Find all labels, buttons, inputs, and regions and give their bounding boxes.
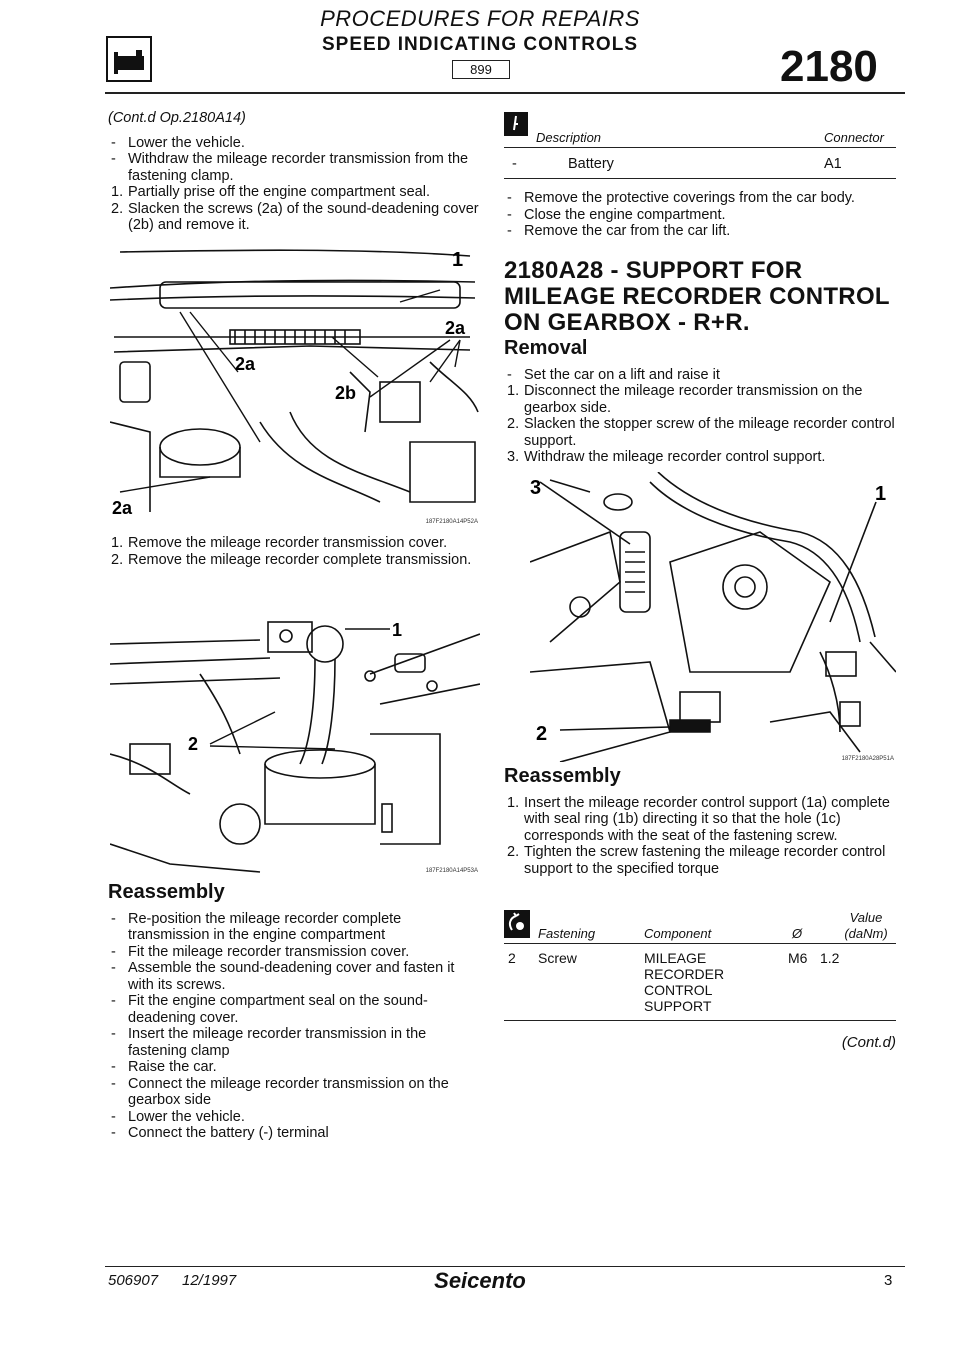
table2-rule-top	[504, 943, 896, 944]
item-mark: 1.	[507, 383, 520, 399]
item-text: Slacken the stopper screw of the mileage recorder control support.	[524, 416, 895, 449]
left-reassembly-heading: Reassembly	[108, 881, 225, 903]
table-torque	[504, 910, 896, 1022]
item-mark: 3.	[507, 449, 520, 465]
item-mark: -	[111, 1108, 116, 1125]
item-text: Close the engine compartment.	[524, 206, 726, 223]
right-steps-a	[504, 190, 896, 240]
table2-cell-component: MILEAGE RECORDER CONTROL SUPPORT	[644, 950, 725, 1014]
list-item	[108, 552, 480, 569]
list-item	[108, 1109, 480, 1126]
list-item	[108, 1125, 480, 1142]
item-text: Connect the mileage recorder transmission on the gearbox side	[128, 1075, 449, 1108]
gearbox-support-drawing	[530, 472, 896, 762]
item-text: Lower the vehicle.	[128, 1108, 245, 1125]
left-reassembly	[108, 881, 480, 1142]
figure1-label-2a: 2a	[235, 354, 256, 374]
table2-header-value: Value (daNm)	[844, 910, 888, 941]
item-mark: 1.	[507, 794, 520, 811]
list-item	[108, 993, 480, 1026]
item-text: Withdraw the mileage recorder transmission from the fastening clamp.	[128, 151, 469, 184]
list-item	[108, 1059, 480, 1076]
item-text: Connect the battery (-) terminal	[128, 1125, 329, 1141]
item-text: Set the car on a lift and raise it	[524, 366, 720, 383]
left-steps-a	[108, 135, 480, 234]
list-item	[108, 1026, 480, 1059]
right-reassembly	[504, 765, 896, 877]
item-mark: -	[507, 206, 512, 223]
item-text: Remove the protective coverings from the car body.	[524, 190, 855, 206]
table1-header-connector: Connector	[824, 130, 884, 145]
table2-rule-bottom	[504, 1020, 896, 1021]
figure2-label-1: 1	[392, 620, 403, 640]
item-mark: -	[111, 1125, 116, 1141]
left-column	[108, 110, 480, 234]
item-text: Fit the mileage recorder transmission cover.	[128, 943, 410, 960]
item-mark: 1.	[111, 535, 124, 551]
list-item	[504, 383, 896, 416]
item-text: Remove the mileage recorder transmission cover.	[128, 535, 448, 551]
figure1-label-2b: 2b	[335, 383, 357, 403]
item-text: Remove the car from the car lift.	[524, 223, 731, 239]
table-connector	[504, 112, 896, 182]
transmission-drawing	[110, 614, 480, 876]
item-text: Partially prise off the engine compartment seal.	[128, 184, 430, 200]
list-item	[504, 449, 896, 466]
list-item	[504, 844, 896, 877]
item-mark: -	[507, 190, 512, 206]
tool-icon	[504, 112, 528, 136]
table2-header-component: Component	[644, 926, 712, 941]
list-item	[504, 795, 896, 845]
item-mark: -	[111, 960, 116, 976]
removal-heading: Removal	[504, 337, 588, 359]
item-text: Withdraw the mileage recorder control support.	[524, 449, 826, 465]
figure1-label-2a-left: 2a	[112, 498, 133, 518]
table2-cell-dia: M6	[788, 950, 808, 966]
item-mark: -	[111, 1075, 116, 1092]
figure1-label-2a-right: 2a	[445, 318, 466, 338]
torque-wrench-icon	[504, 910, 530, 938]
table2-header-fastening: Fastening	[538, 926, 596, 941]
section-title: 2180A28 - SUPPORT FOR MILEAGE RECORDER CONTROL ON GEARBOX - R+R.	[504, 257, 890, 336]
item-mark: -	[507, 223, 512, 239]
list-item	[504, 190, 896, 207]
engine-cover-drawing	[110, 242, 480, 527]
item-text: Raise the car.	[128, 1059, 217, 1075]
table1-row-mark: -	[512, 156, 517, 172]
item-mark: 2.	[111, 200, 124, 217]
list-item	[504, 367, 896, 384]
item-text: Remove the mileage recorder complete transmission.	[128, 551, 472, 568]
table1-header-description: Description	[536, 130, 602, 145]
figure-engine-cover	[110, 242, 480, 527]
list-item	[108, 201, 480, 234]
item-text: Disconnect the mileage recorder transmission on the gearbox side.	[524, 383, 863, 416]
footer-date: 12/1997	[182, 1272, 237, 1289]
item-mark: -	[111, 993, 116, 1009]
list-item	[108, 135, 480, 152]
list-item	[108, 1076, 480, 1109]
right-cont-label: (Cont.d)	[841, 1034, 896, 1051]
table2-cell-fastening: Screw	[538, 950, 577, 966]
item-mark: -	[111, 943, 116, 960]
list-item	[504, 207, 896, 224]
header-page-box: 899	[452, 60, 510, 79]
footer-doc-no: 506907	[108, 1272, 159, 1289]
table1-cell-description: Battery	[568, 156, 614, 172]
table1-rule-top	[504, 147, 896, 148]
table1-cell-connector: A1	[824, 156, 842, 172]
figure3-label-3: 3	[530, 477, 542, 499]
item-mark: 2.	[111, 551, 124, 568]
figure3-label-2: 2	[536, 723, 548, 745]
item-mark: -	[111, 1059, 116, 1075]
header-rule	[105, 92, 905, 94]
item-text: Insert the mileage recorder control support (1a) complete with seal ring (1b) directing it so that the hole (1c) corresponds with the seat of the fastening screw.	[524, 794, 890, 844]
list-item	[108, 944, 480, 961]
item-mark: -	[111, 151, 116, 167]
header-title: PROCEDURES FOR REPAIRS	[320, 6, 640, 31]
figure2-caption: 187F2180A14P53A	[425, 868, 478, 874]
footer-page-number: 3	[884, 1272, 893, 1289]
item-text: Fit the engine compartment seal on the sound-deadening cover.	[128, 993, 428, 1026]
list-item	[108, 184, 480, 201]
item-text: Lower the vehicle.	[128, 134, 245, 151]
item-text: Assemble the sound-deadening cover and fasten it with its screws.	[128, 960, 455, 993]
figure3-label-1: 1	[875, 483, 887, 505]
item-mark: -	[111, 134, 116, 151]
figure1-label-1: 1	[452, 249, 464, 271]
header-code: 2180	[780, 42, 878, 91]
item-mark: 2.	[507, 416, 520, 432]
right-reassembly-heading: Reassembly	[504, 765, 621, 787]
list-item	[108, 911, 480, 944]
item-mark: -	[507, 366, 512, 383]
list-item	[108, 960, 480, 993]
figure2-label-2: 2	[188, 734, 199, 754]
table2-cell-num: 2	[508, 950, 516, 966]
table2-cell-value: 1.2	[820, 950, 840, 966]
list-item	[504, 416, 896, 449]
item-text: Re-position the mileage recorder complete transmission in the engine compartment	[128, 910, 402, 943]
list-item	[504, 223, 896, 240]
item-text: Tighten the screw fastening the mileage recorder control support to the specified torque	[524, 844, 886, 877]
item-mark: -	[111, 910, 116, 927]
footer-brand-logo: Seicento	[434, 1268, 526, 1293]
list-item	[108, 535, 480, 552]
figure-gearbox-support	[530, 472, 896, 762]
footer-rule	[105, 1266, 905, 1267]
table1-rule-bottom	[504, 178, 896, 179]
item-mark: 2.	[507, 844, 520, 860]
list-item	[108, 151, 480, 184]
figure1-caption: 187F2180A14P52A	[425, 519, 478, 525]
item-mark: -	[111, 1026, 116, 1042]
item-mark: 1.	[111, 184, 124, 200]
figure-transmission	[110, 614, 480, 876]
right-removal	[504, 337, 896, 466]
header-subtitle: SPEED INDICATING CONTROLS	[322, 34, 638, 55]
left-cont-label: (Cont.d Op.2180A14)	[108, 110, 246, 126]
table2-header-diameter: Ø	[792, 926, 803, 941]
figure3-caption: 187F2180A28P51A	[841, 756, 894, 762]
item-text: Slacken the screws (2a) of the sound-deadening cover (2b) and remove it.	[128, 200, 479, 233]
item-text: Insert the mileage recorder transmission in the fastening clamp	[128, 1026, 427, 1059]
left-steps-b	[108, 535, 480, 568]
